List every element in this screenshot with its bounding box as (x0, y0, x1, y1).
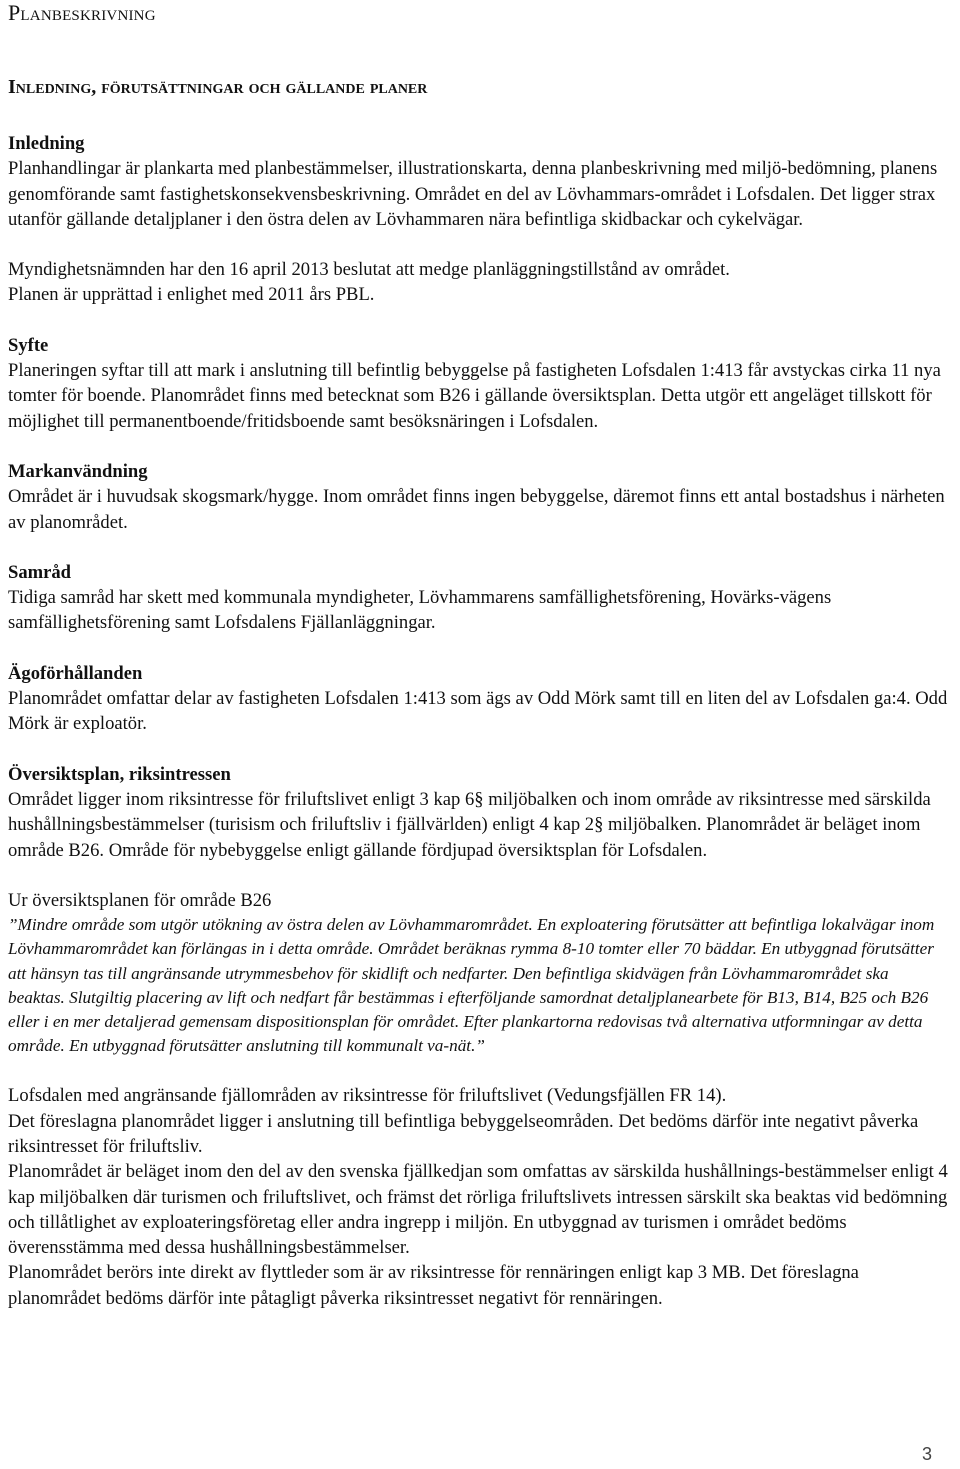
document-title: Planbeskrivning (8, 0, 156, 25)
heading-oversiktsplan: Översiktsplan, riksintressen (8, 763, 231, 785)
section-syfte (8, 333, 948, 434)
document-body (8, 131, 948, 1311)
section-title: Inledning, förutsättningar och gällande planer (8, 76, 428, 98)
section-agoforhallanden (8, 661, 948, 737)
heading-samrad: Samråd (8, 561, 72, 583)
quote-ur-oversiktsplanen: ”Mindre område som utgör utökning av östra delen av Lövhammarområdet. En exploatering förutsätter att befintliga lokalvägar inom Lövhammarområdet kan förlängas in i detta område. Området beräknas rymma 8-10 tomter eller 70 bäddar. En utbyggnad förutsätter att hänsyn tas till angränsande utrymmesbehov för skidlift och nedfarter. Den befintliga skidvägen från Lövhammarområdet ska beaktas. Slutgiltig placering av lift och nedfart får bestämmas i efterföljande samordnat detaljplanearbete för B13, B14, B25 och B26 eller i en mer detaljerad gemensam dispositionsplan för området. Efter plankartorna redovisas två alternativa utformningar av detta område. En utbyggnad förutsätter anslutning till kommunalt va-nät.” (8, 915, 935, 1056)
paragraph-riksintresse-4: Planområdet berörs inte direkt av flyttleder som är av riksintresse för rennäringen enligt kap 3 MB. Det föreslagna planområdet bedöms därför inte påtagligt påverka riksintresset negativt för rennäringen. (8, 1262, 859, 1309)
paragraph-riksintresse-1: Lofsdalen med angränsande fjällområden av riksintresse för friluftslivet (Vedungsfjällen FR 14). (8, 1085, 727, 1107)
paragraph-samrad: Tidiga samråd har skett med kommunala myndigheter, Lövhammarens samfällighetsförening, Hovärks-vägens samfällighetsförening samt Lofsdalens Fjällanläggningar. (8, 587, 832, 634)
page-number: 3 (921, 1444, 932, 1464)
section-markanvandning (8, 459, 948, 535)
paragraph-syfte: Planeringen syftar till att mark i anslutning till befintlig bebyggelse på fastigheten Lofsdalen 1:413 får avstyckas cirka 11 nya tomter för boende. Planområdet finns med betecknat som B26 i gällande översiktsplan. Detta utgör ett angeläget tillskott för möjlighet till permanentboende/fritidsboende samt besöksnäringen i Lofsdalen. (8, 360, 941, 432)
paragraph-myndighet-1: Myndighetsnämnden har den 16 april 2013 beslutat att medge planläggningstillstånd av området. (8, 259, 730, 281)
paragraph-agoforhallanden: Planområdet omfattar delar av fastigheten Lofsdalen 1:413 som ägs av Odd Mörk samt till en liten del av Lofsdalen ga:4. Odd Mörk är exploatör. (8, 688, 948, 735)
paragraph-riksintresse-2: Det föreslagna planområdet ligger i anslutning till befintliga bebyggelseområden. Det bedöms därför inte negativt påverka riksintresset för friluftsliv. (8, 1110, 919, 1157)
section-riksintresse (8, 1083, 948, 1311)
heading-inledning: Inledning (8, 133, 85, 154)
heading-markanvandning: Markanvändning (8, 460, 148, 482)
section-inledning (8, 131, 948, 232)
section-samrad (8, 560, 948, 636)
section-oversiktsplan (8, 762, 948, 863)
heading-ur-oversiktsplanen: Ur översiktsplanen för område B26 (8, 889, 272, 911)
paragraph-markanvandning: Området är i huvudsak skogsmark/hygge. Inom området finns ingen bebyggelse, däremot finns ett antal bostadshus i närheten av planområdet. (8, 486, 945, 533)
heading-syfte: Syfte (8, 334, 49, 356)
paragraph-riksintresse-3: Planområdet är beläget inom den del av den svenska fjällkedjan som omfattas av särskilda hushållnings-bestämmelser enligt 4 kap miljöbalken där turismen och friluftslivet, och främst det rörliga friluftslivets intressen särskilt ska beaktas vid bedömning och tillåtlighet av exploateringsföretag eller andra ingrepp i miljön. En utbyggnad av turismen i området bedöms överensstämma med dessa hushållningsbestämmelser. (8, 1161, 948, 1259)
heading-agoforhallanden: Ägoförhållanden (8, 662, 143, 684)
section-ur-oversiktsplanen (8, 888, 948, 1059)
section-myndighet (8, 257, 948, 308)
paragraph-inledning: Planhandlingar är plankarta med planbestämmelser, illustrationskarta, denna planbeskrivning med miljö-bedömning, planens genomförande samt fastighetskonsekvensbeskrivning. Området en del av Lövhammars-området i Lofsdalen. Det ligger strax utanför gällande detaljplaner i den östra delen av Lövhammaren nära befintliga skidbackar och cykelvägar. (8, 158, 938, 230)
paragraph-oversiktsplan: Området ligger inom riksintresse för friluftslivet enligt 3 kap 6§ miljöbalken och inom område av riksintresse med särskilda hushållningsbestämmelser (turisism och friluftsliv i fjällvärlden) enligt 4 kap 2§ miljöbalken. Planområdet är beläget inom område B26. Område för nybebyggelse enligt gällande fördjupad översiktsplan för Lofsdalen. (8, 788, 931, 861)
paragraph-myndighet-2: Planen är upprättad i enlighet med 2011 års PBL. (8, 284, 375, 306)
